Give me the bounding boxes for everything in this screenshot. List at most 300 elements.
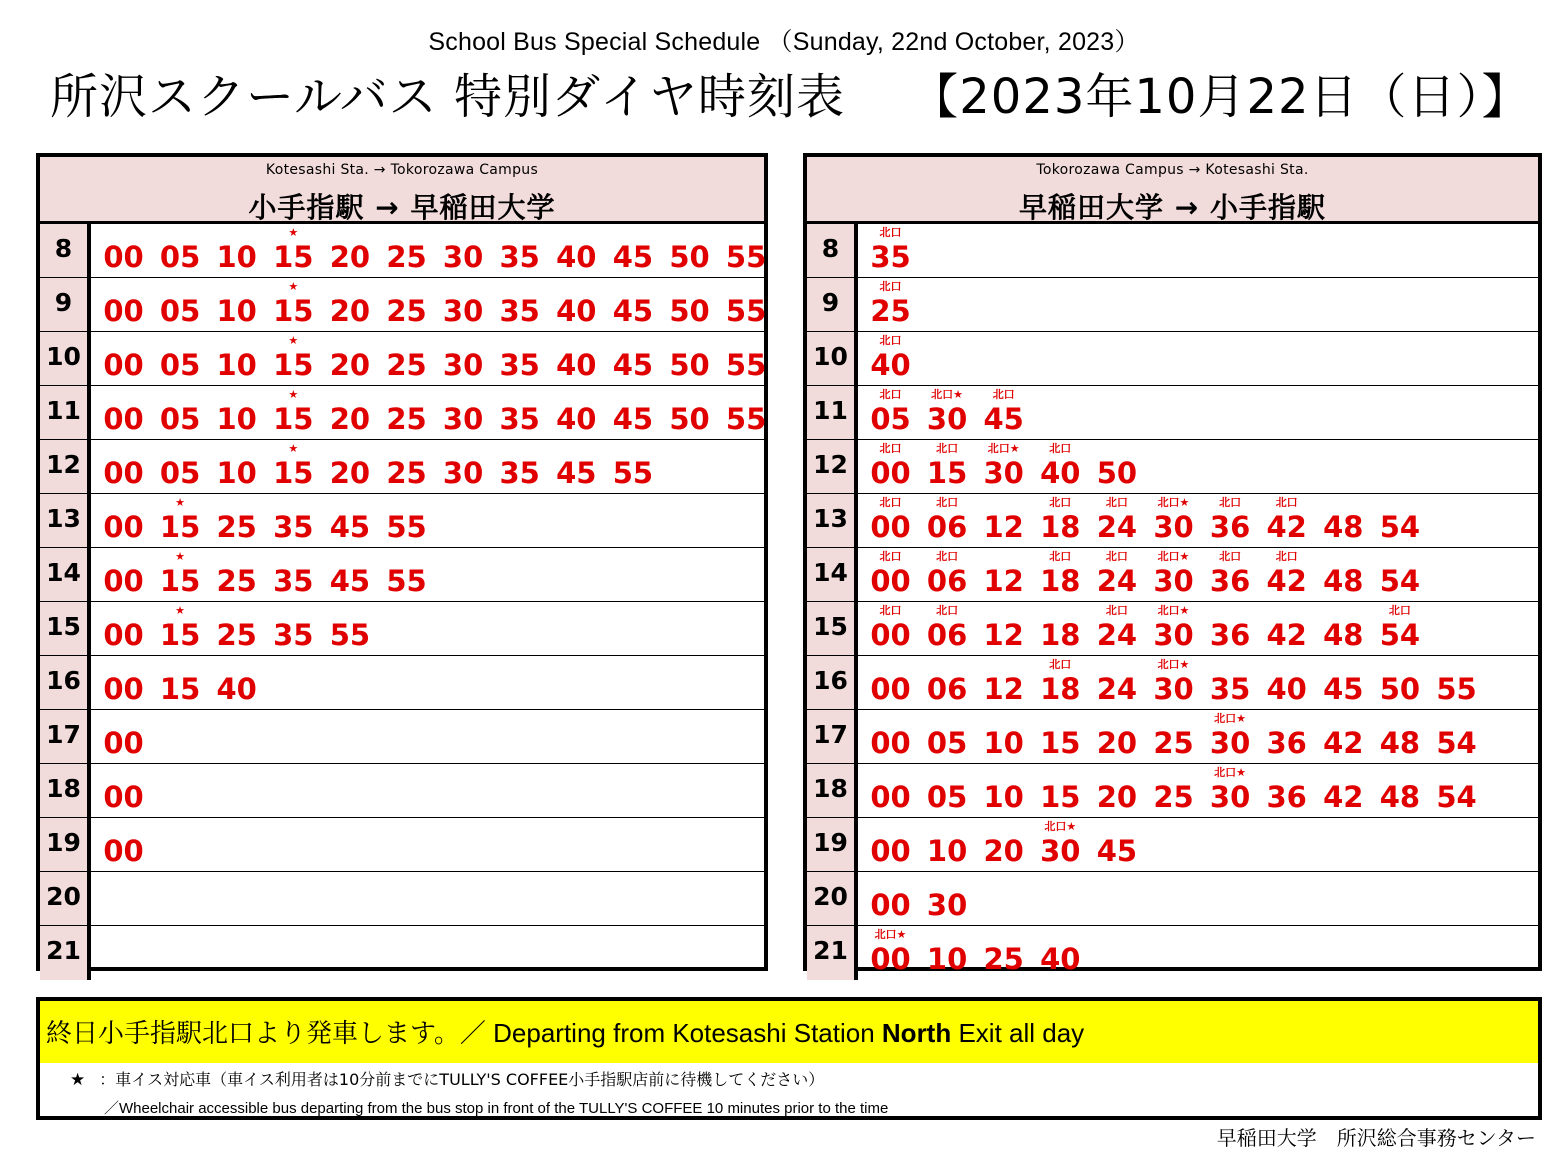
departure-time xyxy=(435,440,492,494)
departure-minute: 20 xyxy=(329,456,371,490)
departure-mark: ★ xyxy=(175,604,186,617)
departure-minute: 42 xyxy=(1323,780,1364,814)
departure-time xyxy=(265,494,322,548)
departure-minute: 05 xyxy=(159,348,201,382)
departure-mark: ★ xyxy=(288,388,299,401)
hour-row xyxy=(40,440,764,494)
departure-minute: 00 xyxy=(103,780,144,814)
departure-time xyxy=(1315,602,1372,656)
departure-minute: 30 xyxy=(983,456,1024,490)
hour-cell: 19 xyxy=(40,818,91,871)
hour-row xyxy=(40,872,764,926)
departure-time xyxy=(208,494,265,548)
departure-time xyxy=(919,926,976,980)
departure-minute: 00 xyxy=(103,348,144,382)
timetable-body xyxy=(40,224,767,980)
departure-minute: 30 xyxy=(1209,780,1251,814)
minutes-cell xyxy=(858,818,1538,871)
departure-time xyxy=(919,764,976,818)
notice-text: 終日小手指駅北口より発車します。／ Departing from Kotesashi Station xyxy=(46,1018,882,1048)
departure-mark: 北口 xyxy=(1219,550,1242,563)
departure-minute: 15 xyxy=(273,240,314,274)
departure-minute: 54 xyxy=(1379,618,1421,652)
departure-time xyxy=(435,386,492,440)
departure-time xyxy=(862,926,919,980)
departure-mark: 北口★ xyxy=(1157,496,1190,509)
departure-minute: 55 xyxy=(612,456,654,490)
departure-minute: 05 xyxy=(926,726,968,760)
notice-bold-word: North xyxy=(881,1018,952,1048)
hour-row xyxy=(40,548,764,602)
departure-minute: 50 xyxy=(669,294,710,328)
minutes-cell xyxy=(91,818,764,871)
departure-minute: 40 xyxy=(556,294,597,328)
departure-time xyxy=(152,602,209,656)
departure-mark: 北口★ xyxy=(1157,550,1190,563)
departure-time xyxy=(604,440,661,494)
departure-minute: 25 xyxy=(1153,726,1194,760)
departure-time xyxy=(265,386,322,440)
departure-minute: 50 xyxy=(669,348,710,382)
departure-minute: 10 xyxy=(216,348,257,382)
departure-mark: 北口 xyxy=(879,280,902,293)
departure-minute: 00 xyxy=(870,942,911,976)
departure-minute: 25 xyxy=(983,942,1024,976)
departure-minute: 45 xyxy=(612,240,654,274)
departure-time xyxy=(95,548,152,602)
notice-text-end: Exit all day xyxy=(951,1018,1085,1048)
minutes-cell xyxy=(858,926,1538,980)
departure-time xyxy=(604,224,661,278)
departure-time xyxy=(1258,656,1315,710)
departure-minute: 35 xyxy=(499,294,540,328)
departure-time xyxy=(208,602,265,656)
departure-mark: 北口 xyxy=(936,496,959,509)
departure-minute: 35 xyxy=(499,348,540,382)
departure-time xyxy=(604,386,661,440)
departure-time xyxy=(919,872,976,926)
departure-minute: 05 xyxy=(159,240,201,274)
departure-mark: ★ xyxy=(288,226,299,239)
departure-time xyxy=(1315,494,1372,548)
departure-minute: 15 xyxy=(1040,780,1081,814)
departure-mark: 北口 xyxy=(1049,442,1072,455)
departure-minute: 25 xyxy=(216,618,257,652)
departure-time xyxy=(661,386,718,440)
departure-minute: 42 xyxy=(1323,726,1364,760)
departure-time xyxy=(1145,764,1202,818)
departure-minute: 40 xyxy=(1266,672,1307,706)
departure-time xyxy=(265,602,322,656)
departure-time xyxy=(1202,764,1259,818)
minutes-cell xyxy=(91,656,764,709)
hour-cell: 10 xyxy=(40,332,91,385)
departure-time xyxy=(862,656,919,710)
departure-minute: 35 xyxy=(499,456,540,490)
departure-time xyxy=(862,278,919,332)
departure-time xyxy=(95,440,152,494)
departure-time xyxy=(321,332,378,386)
departure-time xyxy=(548,224,605,278)
departure-time xyxy=(919,386,976,440)
departure-minute: 05 xyxy=(159,294,201,328)
departure-minute: 55 xyxy=(386,510,427,544)
timetable-body xyxy=(807,224,1538,980)
departure-minute: 20 xyxy=(983,834,1024,868)
departure-minute: 00 xyxy=(103,456,144,490)
north-exit-notice xyxy=(40,1001,1538,1063)
departure-minute: 00 xyxy=(103,726,144,760)
hour-row xyxy=(807,872,1538,926)
departure-minute: 06 xyxy=(926,564,968,598)
departure-minute: 48 xyxy=(1323,510,1364,544)
departure-mark: ★ xyxy=(175,496,186,509)
departure-time xyxy=(862,602,919,656)
hour-cell: 8 xyxy=(40,224,91,277)
departure-minute: 00 xyxy=(870,834,911,868)
minutes-cell xyxy=(91,386,767,439)
departure-minute: 42 xyxy=(1266,510,1307,544)
departure-time xyxy=(208,386,265,440)
departure-time xyxy=(321,602,378,656)
departure-time xyxy=(321,440,378,494)
departure-minute: 18 xyxy=(1040,564,1081,598)
departure-minute: 35 xyxy=(499,402,540,436)
departure-time xyxy=(1145,494,1202,548)
route-ja: 早稲田大学 → 小手指駅 xyxy=(1019,191,1326,224)
departure-minute: 55 xyxy=(329,618,371,652)
hour-cell: 16 xyxy=(807,656,858,709)
departure-time xyxy=(1202,494,1259,548)
departure-mark: 北口 xyxy=(1388,604,1411,617)
departure-minute: 30 xyxy=(926,888,968,922)
departure-minute: 00 xyxy=(870,564,911,598)
hour-row xyxy=(807,440,1538,494)
departure-time xyxy=(1032,710,1089,764)
legend-en: ／Wheelchair accessible bus departing from the bus stop in front of the TULLY'S COFFEE 10 minutes prior to the time xyxy=(104,1100,889,1117)
departure-minute: 50 xyxy=(669,240,710,274)
departure-time xyxy=(975,656,1032,710)
departure-minute: 15 xyxy=(159,564,201,598)
route-ja: 小手指駅 → 早稲田大学 xyxy=(248,191,556,224)
departure-minute: 30 xyxy=(442,294,484,328)
departure-time xyxy=(321,386,378,440)
departure-time xyxy=(378,332,435,386)
minutes-cell xyxy=(858,386,1538,439)
departure-mark: 北口 xyxy=(879,334,902,347)
departure-time xyxy=(378,548,435,602)
departure-time xyxy=(718,332,775,386)
hour-row xyxy=(40,494,764,548)
departure-mark: 北口★ xyxy=(1157,604,1190,617)
departure-minute: 55 xyxy=(725,348,767,382)
departure-minute: 24 xyxy=(1096,510,1138,544)
hour-row xyxy=(40,602,764,656)
hour-cell: 11 xyxy=(807,386,858,439)
minutes-cell xyxy=(858,656,1538,709)
departure-minute: 10 xyxy=(216,240,257,274)
minutes-cell xyxy=(91,926,764,980)
departure-minute: 25 xyxy=(216,564,257,598)
departure-minute: 10 xyxy=(216,402,257,436)
departure-minute: 20 xyxy=(1096,726,1138,760)
departure-minute: 00 xyxy=(103,564,144,598)
departure-time xyxy=(1032,440,1089,494)
departure-minute: 12 xyxy=(983,672,1024,706)
departure-minute: 20 xyxy=(329,402,371,436)
hour-cell: 13 xyxy=(40,494,91,547)
departure-time xyxy=(661,332,718,386)
hour-cell: 21 xyxy=(40,926,91,980)
departure-minute: 54 xyxy=(1436,726,1477,760)
hour-cell: 10 xyxy=(807,332,858,385)
departure-time xyxy=(1088,710,1145,764)
minutes-cell xyxy=(858,548,1538,601)
hour-cell: 18 xyxy=(807,764,858,817)
departure-time xyxy=(152,386,209,440)
departure-minute: 24 xyxy=(1096,672,1138,706)
departure-minute: 00 xyxy=(103,618,144,652)
hour-cell: 16 xyxy=(40,656,91,709)
departure-mark: ★ xyxy=(175,550,186,563)
schedule-subtitle: School Bus Special Schedule （Sunday, 22nd October, 2023） xyxy=(428,28,1140,56)
departure-time xyxy=(1202,710,1259,764)
departure-time xyxy=(1032,926,1089,980)
departure-time xyxy=(548,278,605,332)
departure-minute: 00 xyxy=(103,240,144,274)
minutes-cell xyxy=(858,278,1538,331)
departure-time xyxy=(718,278,775,332)
departure-minute: 10 xyxy=(216,456,257,490)
departure-minute: 30 xyxy=(442,402,484,436)
departure-minute: 30 xyxy=(1153,510,1194,544)
departure-time xyxy=(378,386,435,440)
departure-time xyxy=(1371,548,1428,602)
departure-minute: 30 xyxy=(926,402,968,436)
departure-time xyxy=(491,278,548,332)
departure-time xyxy=(548,386,605,440)
departure-mark: 北口 xyxy=(1105,604,1128,617)
departure-mark: 北口★ xyxy=(987,442,1020,455)
hour-row xyxy=(40,224,767,278)
departure-minute: 30 xyxy=(1153,672,1194,706)
departure-time xyxy=(1428,710,1485,764)
departure-minute: 50 xyxy=(669,402,710,436)
departure-time xyxy=(208,548,265,602)
departure-time xyxy=(919,710,976,764)
departure-minute: 06 xyxy=(926,510,968,544)
departure-minute: 25 xyxy=(216,510,257,544)
departure-minute: 25 xyxy=(386,294,427,328)
departure-minute: 15 xyxy=(273,294,314,328)
departure-mark: 北口★ xyxy=(931,388,964,401)
departure-minute: 35 xyxy=(273,618,314,652)
hour-row xyxy=(40,926,764,980)
hour-cell: 17 xyxy=(807,710,858,763)
departure-time xyxy=(919,440,976,494)
hour-cell: 9 xyxy=(807,278,858,331)
departure-minute: 06 xyxy=(926,618,968,652)
departure-time xyxy=(919,602,976,656)
departure-time xyxy=(152,656,209,710)
minutes-cell xyxy=(91,548,764,601)
departure-time xyxy=(321,224,378,278)
departure-minute: 36 xyxy=(1209,618,1251,652)
legend-ja-text: ：車イス対応車（車イス利用者は10分前までにTULLY'S COFFEE小手指駅店前に待機してください） xyxy=(99,1070,825,1089)
departure-time xyxy=(1258,548,1315,602)
departure-time xyxy=(378,440,435,494)
hour-cell: 18 xyxy=(40,764,91,817)
departure-time xyxy=(975,548,1032,602)
departure-minute: 15 xyxy=(273,456,314,490)
departure-minute: 45 xyxy=(612,348,654,382)
departure-mark: ★ xyxy=(288,442,299,455)
minutes-cell xyxy=(91,872,764,925)
hour-cell: 12 xyxy=(40,440,91,493)
minutes-cell xyxy=(858,332,1538,385)
departure-time xyxy=(1202,602,1259,656)
hour-cell: 15 xyxy=(807,602,858,655)
departure-minute: 40 xyxy=(556,402,597,436)
minutes-cell xyxy=(91,224,767,277)
departure-time xyxy=(975,818,1032,872)
departure-time xyxy=(975,602,1032,656)
departure-mark: 北口 xyxy=(879,496,902,509)
departure-time xyxy=(152,440,209,494)
hour-row xyxy=(807,332,1538,386)
departure-minute: 10 xyxy=(216,294,257,328)
departure-mark: 北口 xyxy=(992,388,1015,401)
departure-minute: 24 xyxy=(1096,618,1138,652)
footer-office: 早稲田大学 所沢総合事務センター xyxy=(1216,1126,1536,1150)
minutes-cell xyxy=(91,278,767,331)
minutes-cell xyxy=(858,494,1538,547)
departure-minute: 50 xyxy=(1379,672,1421,706)
departure-time xyxy=(1315,764,1372,818)
departure-time xyxy=(1145,602,1202,656)
departure-minute: 10 xyxy=(983,780,1024,814)
departure-mark: 北口★ xyxy=(1157,658,1190,671)
departure-time xyxy=(435,224,492,278)
departure-minute: 40 xyxy=(556,240,597,274)
hour-row xyxy=(40,818,764,872)
departure-time xyxy=(604,332,661,386)
departure-minute: 05 xyxy=(159,456,201,490)
hour-row xyxy=(807,602,1538,656)
departure-time xyxy=(862,224,919,278)
hour-cell: 15 xyxy=(40,602,91,655)
departure-time xyxy=(1315,710,1372,764)
departure-minute: 00 xyxy=(103,672,144,706)
departure-time xyxy=(1258,710,1315,764)
departure-mark: 北口 xyxy=(879,442,902,455)
departure-mark: 北口 xyxy=(1049,658,1072,671)
departure-time xyxy=(95,818,152,872)
schedule-title: 所沢スクールバス 特別ダイヤ時刻表 【2023年10月22日（日）】 xyxy=(50,69,1531,125)
departure-minute: 30 xyxy=(1153,564,1194,598)
departure-time xyxy=(265,278,322,332)
hour-cell: 19 xyxy=(807,818,858,871)
departure-minute: 00 xyxy=(870,618,911,652)
departure-minute: 15 xyxy=(926,456,968,490)
departure-minute: 18 xyxy=(1040,618,1081,652)
departure-minute: 18 xyxy=(1040,672,1081,706)
departure-time xyxy=(919,548,976,602)
departure-minute: 00 xyxy=(870,672,911,706)
departure-mark: 北口 xyxy=(879,226,902,239)
departure-time xyxy=(1032,764,1089,818)
departure-time xyxy=(1258,494,1315,548)
departure-time xyxy=(208,278,265,332)
departure-time xyxy=(1032,656,1089,710)
departure-minute: 25 xyxy=(386,402,427,436)
hour-row xyxy=(807,494,1538,548)
departure-minute: 12 xyxy=(983,564,1024,598)
departure-minute: 15 xyxy=(159,510,201,544)
departure-time xyxy=(1088,548,1145,602)
departure-mark: 北口★ xyxy=(1044,820,1077,833)
departure-minute: 35 xyxy=(499,240,540,274)
departure-minute: 00 xyxy=(103,294,144,328)
departure-mark: 北口 xyxy=(1275,496,1298,509)
departure-minute: 40 xyxy=(216,672,257,706)
hour-row xyxy=(807,224,1538,278)
minutes-cell xyxy=(858,440,1538,493)
departure-minute: 45 xyxy=(329,510,371,544)
departure-time xyxy=(975,764,1032,818)
departure-mark: 北口 xyxy=(936,604,959,617)
departure-minute: 18 xyxy=(1040,510,1081,544)
hour-cell: 8 xyxy=(807,224,858,277)
departure-time xyxy=(1371,602,1428,656)
departure-mark: 北口 xyxy=(879,388,902,401)
minutes-cell xyxy=(91,332,767,385)
departure-time xyxy=(862,710,919,764)
hour-row xyxy=(807,764,1538,818)
departure-time xyxy=(1202,548,1259,602)
departure-time xyxy=(1032,602,1089,656)
departure-time xyxy=(1032,494,1089,548)
departure-minute: 12 xyxy=(983,510,1024,544)
departure-minute: 20 xyxy=(329,348,371,382)
departure-minute: 06 xyxy=(926,672,968,706)
hour-row xyxy=(807,278,1538,332)
departure-minute: 10 xyxy=(926,834,968,868)
departure-minute: 25 xyxy=(386,456,427,490)
departure-time xyxy=(321,278,378,332)
departure-minute: 54 xyxy=(1379,510,1421,544)
departure-time xyxy=(95,656,152,710)
departure-minute: 00 xyxy=(870,510,911,544)
minutes-cell xyxy=(858,602,1538,655)
departure-time xyxy=(491,440,548,494)
departure-time xyxy=(1428,656,1485,710)
departure-time xyxy=(265,440,322,494)
departure-mark: 北口 xyxy=(936,550,959,563)
departure-minute: 25 xyxy=(1153,780,1194,814)
departure-minute: 10 xyxy=(926,942,968,976)
notice-box xyxy=(36,997,1542,1120)
departure-time xyxy=(152,278,209,332)
hour-row xyxy=(40,710,764,764)
departure-minute: 30 xyxy=(442,240,484,274)
departure-minute: 54 xyxy=(1436,780,1477,814)
hour-row xyxy=(807,386,1538,440)
route-en: Tokorozawa Campus → Kotesashi Sta. xyxy=(1036,162,1309,178)
departure-minute: 00 xyxy=(103,402,144,436)
departure-time xyxy=(862,764,919,818)
minutes-cell xyxy=(858,764,1538,817)
